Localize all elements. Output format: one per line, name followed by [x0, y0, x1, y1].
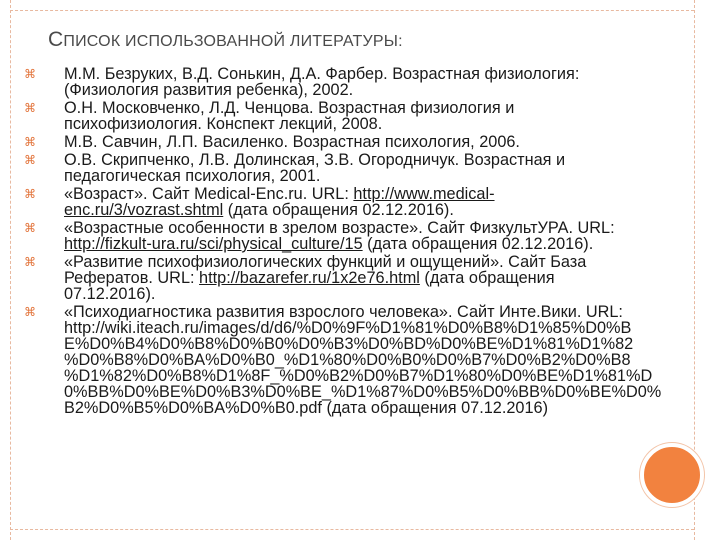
- reference-line: [64, 82, 694, 98]
- bullet-icon: ⌘: [24, 187, 36, 201]
- reference-link[interactable]: enc.ru/3/vozrast.shtml: [64, 201, 224, 219]
- bullet-icon: ⌘: [24, 305, 36, 319]
- reference-text: (дата обращения 02.12.2016).: [223, 201, 454, 219]
- reference-line: [64, 320, 694, 336]
- bullet-icon: ⌘: [24, 67, 36, 81]
- reference-item: [24, 152, 694, 184]
- bullet-icon: ⌘: [24, 255, 36, 269]
- reference-text: (дата обращения: [419, 269, 555, 287]
- bullet-icon: ⌘: [24, 153, 36, 167]
- reference-link[interactable]: http://bazarefer.ru/1x2e76.html: [199, 269, 420, 287]
- reference-text: педагогическая психология, 2001.: [64, 167, 321, 185]
- page-title: [48, 28, 403, 52]
- reference-text: «Возраст». Сайт Medical-Enc.ru. URL:: [64, 185, 354, 203]
- reference-text: (Физиология развития ребенка), 2002.: [64, 81, 354, 99]
- reference-text: %D0%B8%D0%BA%D0%B0_%D1%80%D0%B0%D0%B7%D0%B2%D0%B8: [64, 351, 631, 369]
- reference-text: «Психодиагностика развития взрослого человека». Сайт Инте.Вики. URL:: [64, 303, 623, 321]
- reference-list: [24, 66, 694, 418]
- orange-circle-decoration: [640, 443, 704, 507]
- reference-line: [64, 270, 694, 286]
- reference-text: О.Н. Московченко, Л.Д. Ченцова. Возрастная физиология и: [64, 99, 515, 117]
- reference-line: [64, 304, 694, 320]
- reference-item: [24, 134, 694, 150]
- reference-line: [64, 286, 694, 302]
- reference-line: [64, 66, 694, 82]
- reference-line: [64, 134, 694, 150]
- reference-text: «Развитие психофизиологических функций и ощущений». Сайт База: [64, 253, 587, 271]
- reference-item: [24, 100, 694, 132]
- reference-line: [64, 186, 694, 202]
- reference-link[interactable]: http://fizkult-ura.ru/sci/physical_culture/15: [64, 235, 363, 253]
- reference-text: 07.12.2016).: [64, 285, 156, 303]
- reference-text: http://wiki.iteach.ru/images/d/d6/%D0%9F%D1%81%D0%B8%D1%85%D0%B: [64, 319, 632, 337]
- slide-frame-left: [10, 0, 11, 540]
- bullet-icon: ⌘: [24, 135, 36, 149]
- reference-line: [64, 236, 694, 252]
- reference-text: М.М. Безруких, В.Д. Сонькин, Д.А. Фарбер. Возрастная физиология:: [64, 65, 580, 83]
- reference-line: [64, 254, 694, 270]
- reference-text: психофизиология. Конспект лекций, 2008.: [64, 115, 383, 133]
- reference-line: [64, 336, 694, 352]
- reference-item: [24, 304, 694, 416]
- page-title-rest: ПИСОК ИСПОЛЬЗОВАННОЙ ЛИТЕРАТУРЫ:: [63, 33, 403, 50]
- slide-frame-top: [10, 10, 694, 11]
- reference-item: [24, 254, 694, 302]
- reference-link[interactable]: http://www.medical-: [353, 185, 495, 203]
- reference-text: «Возрастные особенности в зрелом возрасте». Сайт ФизкультУРА. URL:: [64, 219, 615, 237]
- reference-line: [64, 168, 694, 184]
- bullet-icon: ⌘: [24, 221, 36, 235]
- reference-line: [64, 202, 694, 218]
- reference-text: (дата обращения 02.12.2016).: [362, 235, 594, 253]
- reference-text: О.В. Скрипченко, Л.В. Долинская, З.В. Огородничук. Возрастная и: [64, 151, 566, 169]
- reference-text: %D1%82%D0%B8%D1%8F_%D0%B2%D0%B7%D1%80%D0%BE%D1%81%D0%BB%D0%BE%D0%B3%D0%BE_%D1%87%D0%B5%D0%BB%D0%BE%D0%B2%D0%B5%D0%BA%D0%B0.pdf (дата обращения 07.12.2016): [64, 367, 662, 417]
- reference-line: [64, 352, 694, 368]
- page-title-first-letter: С: [48, 28, 64, 51]
- reference-text: E%D0%B4%D0%B8%D0%B0%D0%B3%D0%BD%D0%BE%D1%81%D1%82: [64, 335, 634, 353]
- reference-item: [24, 220, 694, 252]
- reference-item: [24, 186, 694, 218]
- reference-item: [24, 66, 694, 98]
- slide-frame-bottom: [10, 529, 694, 530]
- bullet-icon: ⌘: [24, 101, 36, 115]
- reference-text: Рефератов. URL:: [64, 269, 200, 287]
- reference-line: [64, 100, 694, 116]
- reference-text: М.В. Савчин, Л.П. Василенко. Возрастная психология, 2006.: [64, 133, 520, 151]
- reference-line: [64, 152, 694, 168]
- reference-line: [64, 116, 694, 132]
- reference-line: [64, 368, 664, 416]
- reference-line: [64, 220, 694, 236]
